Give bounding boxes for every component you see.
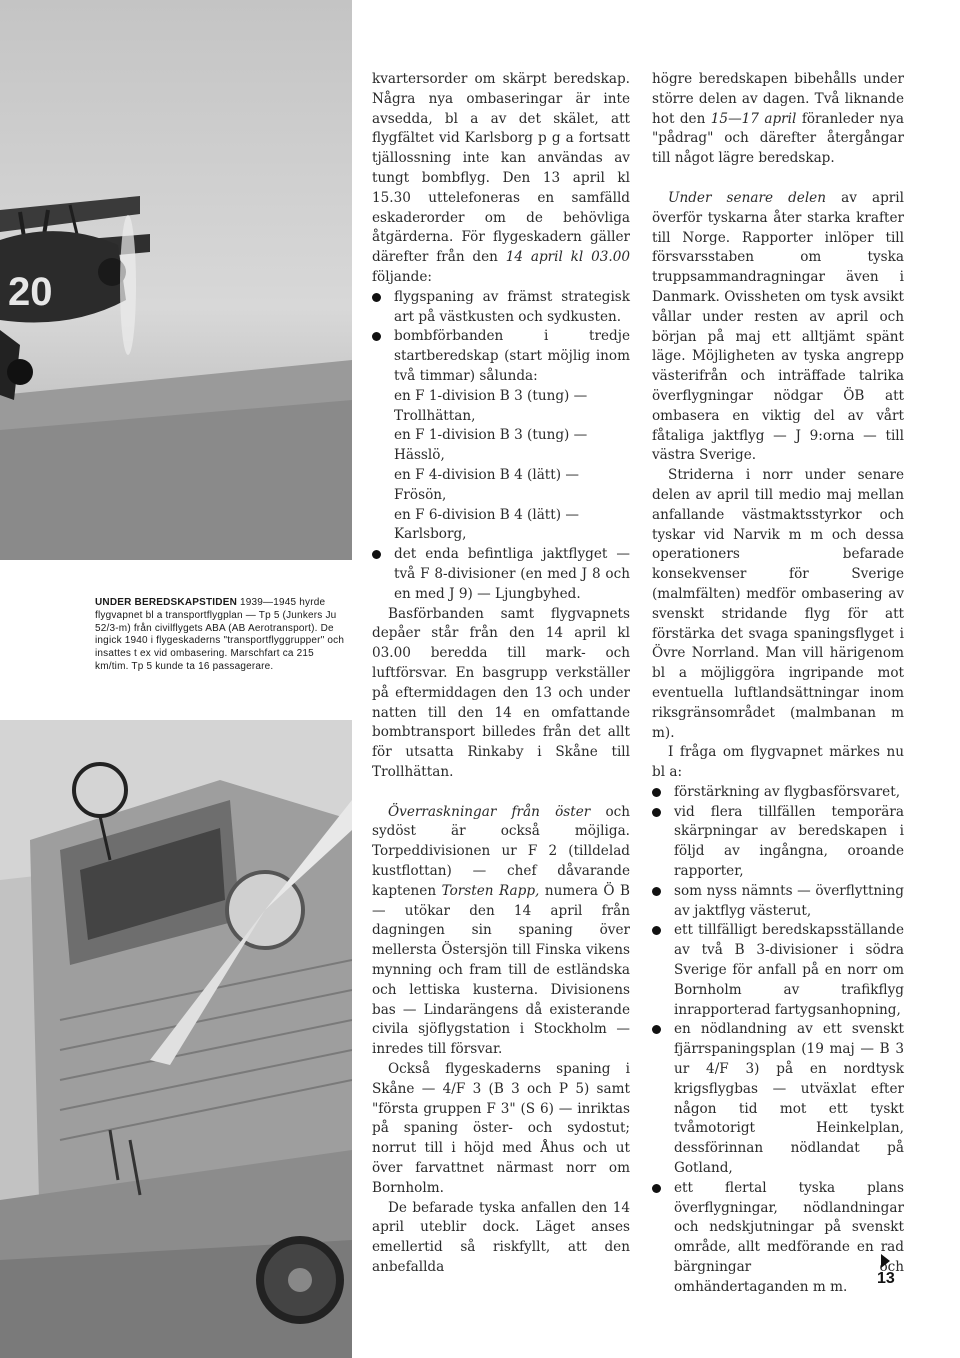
paragraph (652, 70, 904, 169)
bullet-icon (652, 926, 661, 935)
bullet-item (652, 803, 904, 882)
bullet-icon (652, 808, 661, 817)
bullet-item (652, 882, 904, 922)
caption-lead: UNDER BEREDSKAPSTIDEN (95, 597, 237, 608)
bullet-text: vid flera tillfällen temporära skärpningar av beredskapen i följd av ingångna, oroande rapporter, (674, 803, 904, 880)
bullet-icon (652, 887, 661, 896)
biplane-illustration (0, 0, 352, 560)
text-em: 14 april kl 03.00 (505, 249, 631, 266)
bullet-text: ett flertal tyska plans överflygningar, nödlandningar och nedskjutningar på svenskt område, allt medförande en rad bärgningar och omhändertaganden m m. (674, 1179, 904, 1295)
paragraph: Basförbanden samt flygvapnets depåer står från den 14 april kl 03.00 beredda till mark- och luftförsvar. En basgrupp verkställer på eftermiddagen den 13 och under natten till den 14 en omfattande bombtransport billedes från det allt för utsatta Rinkaby i Skåne till Trollhättan. (372, 605, 630, 780)
caption-text: 1939—1945 hyrde flygvapnet bl a transportflygplan — Tp 5 (Junkers Ju 52/3-m) från civilflygets ABA (AB Aerotransport). De ingick 1940 i flygeskaderns "transportflyggrupper" och insattes t ex vid ombasering. Marschfart ca 215 km/tim. Tp 5 kunde ta 16 passagerare. (95, 597, 345, 672)
bullet-item (652, 921, 904, 1020)
text-em: 15—17 april (710, 110, 797, 127)
sub-item: en F 4-division B 4 (lätt) — Frösön, (394, 466, 579, 503)
text: högre beredskapen bibehålls under större delen av dagen. Två liknande hot den (652, 71, 904, 127)
sub-item: en F 1-division B 3 (tung) — Trollhättan, (394, 387, 588, 424)
junkers-illustration (0, 720, 352, 1358)
sub-item: en F 6-division B 4 (lätt) — Karlsborg, (394, 506, 579, 543)
sub-item: en F 1-division B 3 (tung) — Hässlö, (394, 427, 588, 464)
article-column-right (652, 70, 904, 1298)
bullet-icon (652, 1184, 661, 1193)
photo-caption (95, 597, 350, 674)
bullet-text: en nödlandning av ett svenskt fjärrspaningsplan (19 maj — B 3 ur 4/F 3) på en nordtysk krigsflygbas — utväxlat efter någon tid mot ett tyskt tvåmotorigt Heinkelplan, dessförinnan nödlandat på Gotland, (674, 1021, 904, 1177)
plane-number: 20 (8, 270, 53, 314)
bullet-item (372, 545, 630, 604)
text: och sydöst är också möjliga. Torpeddivisionen ur F 2 (tilldelad kustflottan) — chef dåvarande kaptenen (372, 803, 631, 899)
bullet-icon (372, 550, 381, 559)
paragraph (372, 803, 630, 1060)
junkers-photo (0, 720, 352, 1358)
bullet-icon (372, 332, 381, 341)
text: föranleder nya "pådrag" och därefter återgångar till något lägre beredskap. (652, 110, 905, 167)
bullet-icon (372, 293, 381, 302)
bullet-text: flygspaning av främst strategisk art på västkusten och sydkusten. (394, 288, 630, 325)
paragraph: De befarade tyska anfallen den 14 april uteblir dock. Läget anses emellertid så riskfyllt, att den anbefallda (372, 1199, 630, 1276)
text-em: Överraskningar från öster (388, 803, 591, 820)
bullet-item (372, 327, 630, 386)
biplane-photo (0, 0, 352, 560)
bullet-item (652, 783, 904, 803)
bullet-item (372, 288, 630, 328)
text: numera Ö B — utökar den 14 april från dagningen sin spaning över mellersta Östersjön till Finska vikens mynning och fram till de estländska och lettiska kusterna. Divisionens bas — Lindarängens då existerande civila sjöflygstation i Stockholm — inredes till försvar. (372, 882, 631, 1058)
bullet-text: det enda befintliga jaktflyget — två F 8-divisioner (en med J 8 och en med J 9) — Ljungbyhed. (394, 546, 630, 602)
text-em: Under senare delen (668, 189, 826, 206)
paragraph: I fråga om flygvapnet märkes nu bl a: (652, 744, 904, 781)
bullet-icon (652, 788, 661, 797)
page-number: 13 (877, 1270, 895, 1287)
bullet-item (652, 1179, 904, 1298)
paragraph: Striderna i norr under senare delen av april till medio maj mellan anfallande västmaktsstyrkor och tyskar vid Narvik m m och dessa operationers befarade konsekvenser för Sverige (malmfälten) medför ombasering av svenskt stridande flyg för att förstärka det svaga spaningsflyget i Övre Norrland. Man vill härigenom bl a möjliggöra ingripande mot eventuella luftlandsättningar inom riksgränsområdet (malmbanan m m). (652, 467, 904, 741)
bullet-text: som nyss nämnts — överflyttning av jaktflyg västerut, (674, 882, 904, 919)
bullet-icon (652, 1025, 661, 1034)
paragraph (652, 189, 904, 466)
bullet-text: ett tillfälligt beredskapsställande av två B 3-divisioner i södra Sverige för anfall på en norr om Bornholm av trafikflyg inrapporterad fartygsanhopning, (674, 922, 904, 1018)
bullet-item (652, 1020, 904, 1178)
paragraph: Också flygeskaderns spaning i Skåne — 4/F 3 (B 3 och P 5) samt "första gruppen F 3" (S 6) — inriktas på spaning öster- och sydostut; norrut till i höjd med Åhus och ut över farvattnet närmast norr om Bornholm. (372, 1061, 630, 1196)
text: följande: (372, 268, 432, 285)
paragraph (372, 70, 630, 288)
text: kvartersorder om skärpt beredskap. Några nya ombaseringar är inte avsedda, bl a av det skälet, att flygfältet vid Karlsborg p g a fortsatt tjällossning inte kan användas av tungt bombflyg. Den 13 april kl 15.30 uttelefoneras en samfälld eskaderorder om de behövliga åtgärderna. För flygeskadern gäller därefter från den (372, 71, 630, 266)
text: av april överför tyskarna åter starka krafter till Norge. Rapporter inlöper till försvarsstaben om tyska truppsammandragningar även i Danmark. Ovissheten om tysk avsikt vållar under resten av april och början på maj ett alltjämt spänt läge. Möjligheten av tyska angrepp västerifrån och inträffade talrika överflygningar nödgar ÖB att ombasera en viktig del av vårt fåtaliga jaktflyg — J 9:orna — till västra Sverige. (652, 189, 904, 464)
text-em: Torsten Rapp, (441, 882, 540, 899)
next-page-arrow-icon (881, 1254, 890, 1268)
article-column-middle (372, 70, 630, 1278)
bullet-text: bombförbanden i tredje startberedskap (start möjlig inom två timmar) sålunda: (394, 328, 630, 384)
bullet-text: förstärkning av flygbasförsvaret, (674, 783, 901, 800)
